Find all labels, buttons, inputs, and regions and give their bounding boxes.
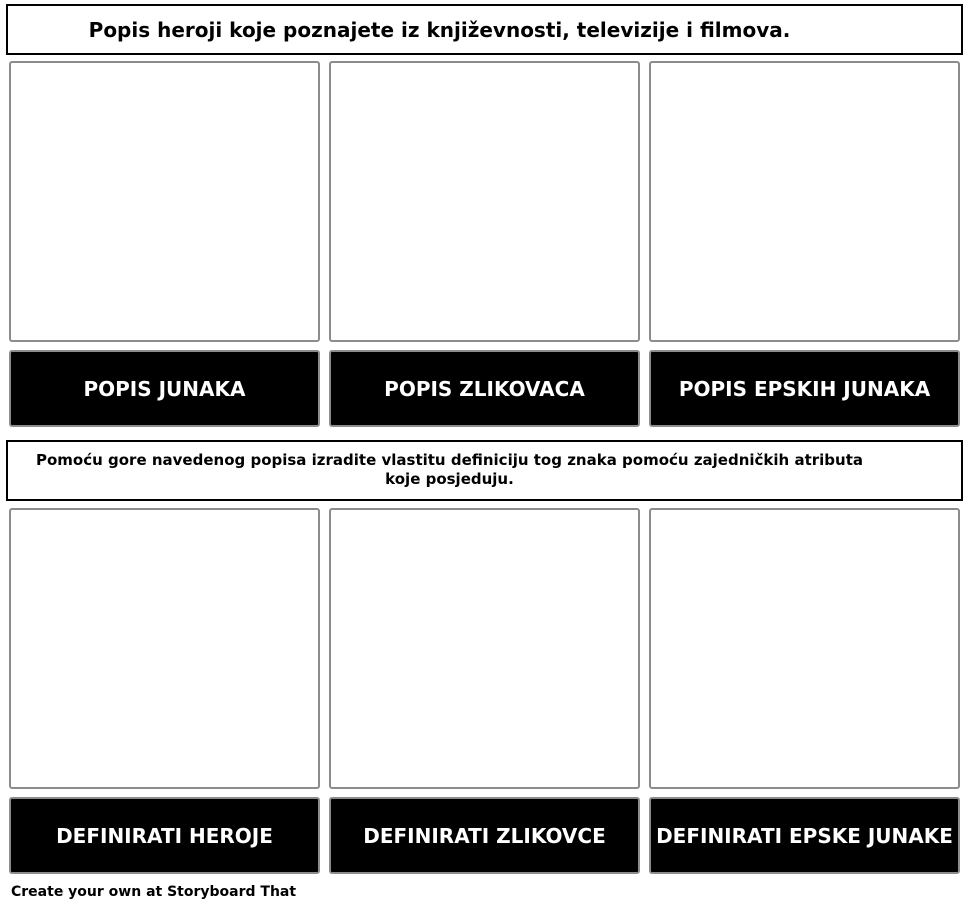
cell-label-define-epic-heroes: DEFINIRATI EPSKE JUNAKE [649, 797, 960, 874]
storyboard-that-credit-link[interactable]: Create your own at Storyboard That [11, 884, 297, 900]
storyboard-cell-heroes[interactable] [9, 61, 320, 342]
cell-label-define-heroes: DEFINIRATI HEROJE [9, 797, 320, 874]
top-prompt-text: Popis heroji koje poznajete iz književnosti, televizije i filmova. [88, 17, 791, 42]
middle-prompt-box [6, 440, 963, 501]
middle-prompt-text: Pomoću gore navedenog popisa izradite vlastitu definiciju tog znaka pomoću zajedničkih atributa koje posjeduju. [35, 450, 863, 488]
cell-label-define-villains: DEFINIRATI ZLIKOVCE [329, 797, 640, 874]
storyboard-cell-define-heroes[interactable] [9, 508, 320, 789]
storyboard-cell-villains[interactable] [329, 61, 640, 342]
storyboard-cell-define-villains[interactable] [329, 508, 640, 789]
storyboard-cell-define-epic-heroes[interactable] [649, 508, 960, 789]
cell-label-list-heroes: POPIS JUNAKA [9, 350, 320, 427]
top-prompt-box [6, 4, 963, 55]
cell-label-list-epic-heroes: POPIS EPSKIH JUNAKA [649, 350, 960, 427]
storyboard-cell-epic-heroes[interactable] [649, 61, 960, 342]
cell-label-list-villains: POPIS ZLIKOVACA [329, 350, 640, 427]
